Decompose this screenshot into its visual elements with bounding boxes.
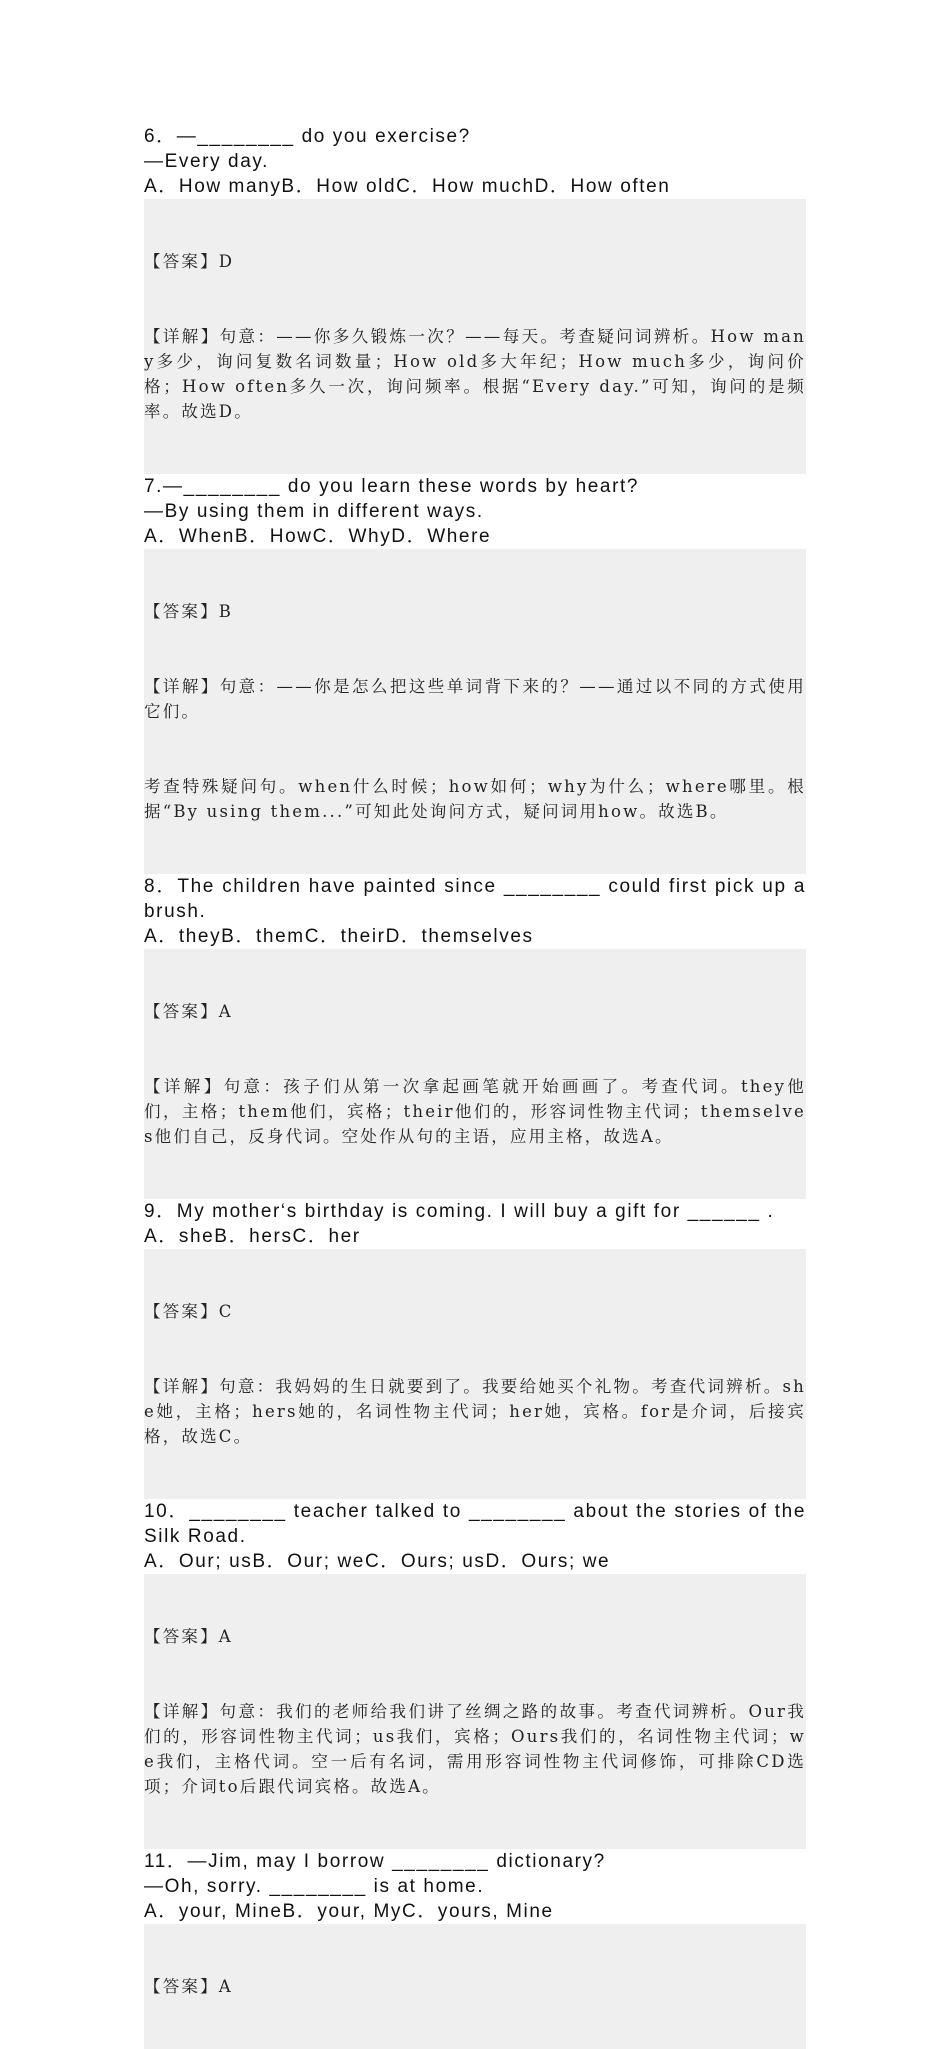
answer-detail: 【详解】句意：——你是怎么把这些单词背下来的？——通过以不同的方式使用它们。 xyxy=(144,677,806,721)
answer-block xyxy=(144,1574,806,1849)
question-9 xyxy=(144,1199,806,1499)
answer-detail: 【详解】句意：孩子们从第一次拿起画笔就开始画画了。考查代词。they他们，主格；them他们，宾格；their他们的，形容词性物主代词；themselves他们自己，反身代词。空处作从句的主语，应用主格，故选A。 xyxy=(144,1077,806,1146)
answer-label: 【答案】B xyxy=(144,602,234,621)
answer-detail: 【详解】句意：我妈妈的生日就要到了。我要给她买个礼物。考查代词辨析。she她，主格；hers她的，名词性物主代词；her她，宾格。for是介词，后接宾格，故选C。 xyxy=(144,1377,806,1446)
answer-block xyxy=(144,1924,806,2049)
question-stem: 9．My mother‘s birthday is coming. I will buy a gift for ______ . xyxy=(144,1201,775,1222)
question-11 xyxy=(144,1849,806,2049)
question-list xyxy=(144,124,813,2049)
question-stem-reply: —Every day. xyxy=(144,151,269,172)
answer-detail: 【详解】句意：我们的老师给我们讲了丝绸之路的故事。考查代词辨析。Our我们的，形容词性物主代词；us我们，宾格；Ours我们的，名词性物主代词；we我们，主格代词。空一后有名词，需用形容词性物主代词修饰，可排除CD选项；介词to后跟代词宾格。故选A。 xyxy=(144,1702,806,1796)
question-options: A．sheB．hersC．her xyxy=(144,1226,361,1247)
question-stem: 11．—Jim, may I borrow ________ dictionary? xyxy=(144,1851,606,1872)
answer-block xyxy=(144,199,806,474)
question-7 xyxy=(144,474,806,874)
question-6 xyxy=(144,124,806,474)
answer-detail: 【详解】句意：——你多久锻炼一次？——每天。考查疑问词辨析。How many多少，询问复数名词数量；How old多大年纪；How much多少，询问价格；How often多久一次，询问频率。根据“Every day.”可知，询问的是频率。故选D。 xyxy=(144,327,806,421)
question-options: A．How manyB．How oldC．How muchD．How often xyxy=(144,176,671,197)
question-stem: 6．—________ do you exercise? xyxy=(144,126,471,147)
question-stem: 10．________ teacher talked to ________ about the stories of the Silk Road. xyxy=(144,1501,813,1547)
question-stem: 8．The children have painted since ________ could first pick up a brush. xyxy=(144,876,813,922)
question-stem-reply: —Oh, sorry. ________ is at home. xyxy=(144,1876,485,1897)
answer-block xyxy=(144,949,806,1199)
question-stem: 7.—________ do you learn these words by heart? xyxy=(144,476,640,497)
answer-label: 【答案】A xyxy=(144,1627,233,1646)
answer-detail: 考查特殊疑问句。when什么时候；how如何；why为什么；where哪里。根据“By using them...”可知此处询问方式，疑问词用how。故选B。 xyxy=(144,777,806,821)
answer-label: 【答案】D xyxy=(144,252,235,271)
answer-label: 【答案】A xyxy=(144,1977,233,1996)
question-options: A．your, MineB．your, MyC．yours, Mine xyxy=(144,1901,554,1922)
question-options: A．theyB．themC．theirD．themselves xyxy=(144,926,534,947)
answer-label: 【答案】C xyxy=(144,1302,234,1321)
answer-label: 【答案】A xyxy=(144,1002,233,1021)
question-10 xyxy=(144,1499,813,1849)
question-options: A．WhenB．HowC．WhyD．Where xyxy=(144,526,492,547)
question-options: A．Our; usB．Our; weC．Ours; usD．Ours; we xyxy=(144,1551,611,1572)
question-8 xyxy=(144,874,813,1199)
answer-block xyxy=(144,1249,806,1499)
question-stem-reply: —By using them in different ways. xyxy=(144,501,484,522)
answer-block xyxy=(144,549,806,874)
